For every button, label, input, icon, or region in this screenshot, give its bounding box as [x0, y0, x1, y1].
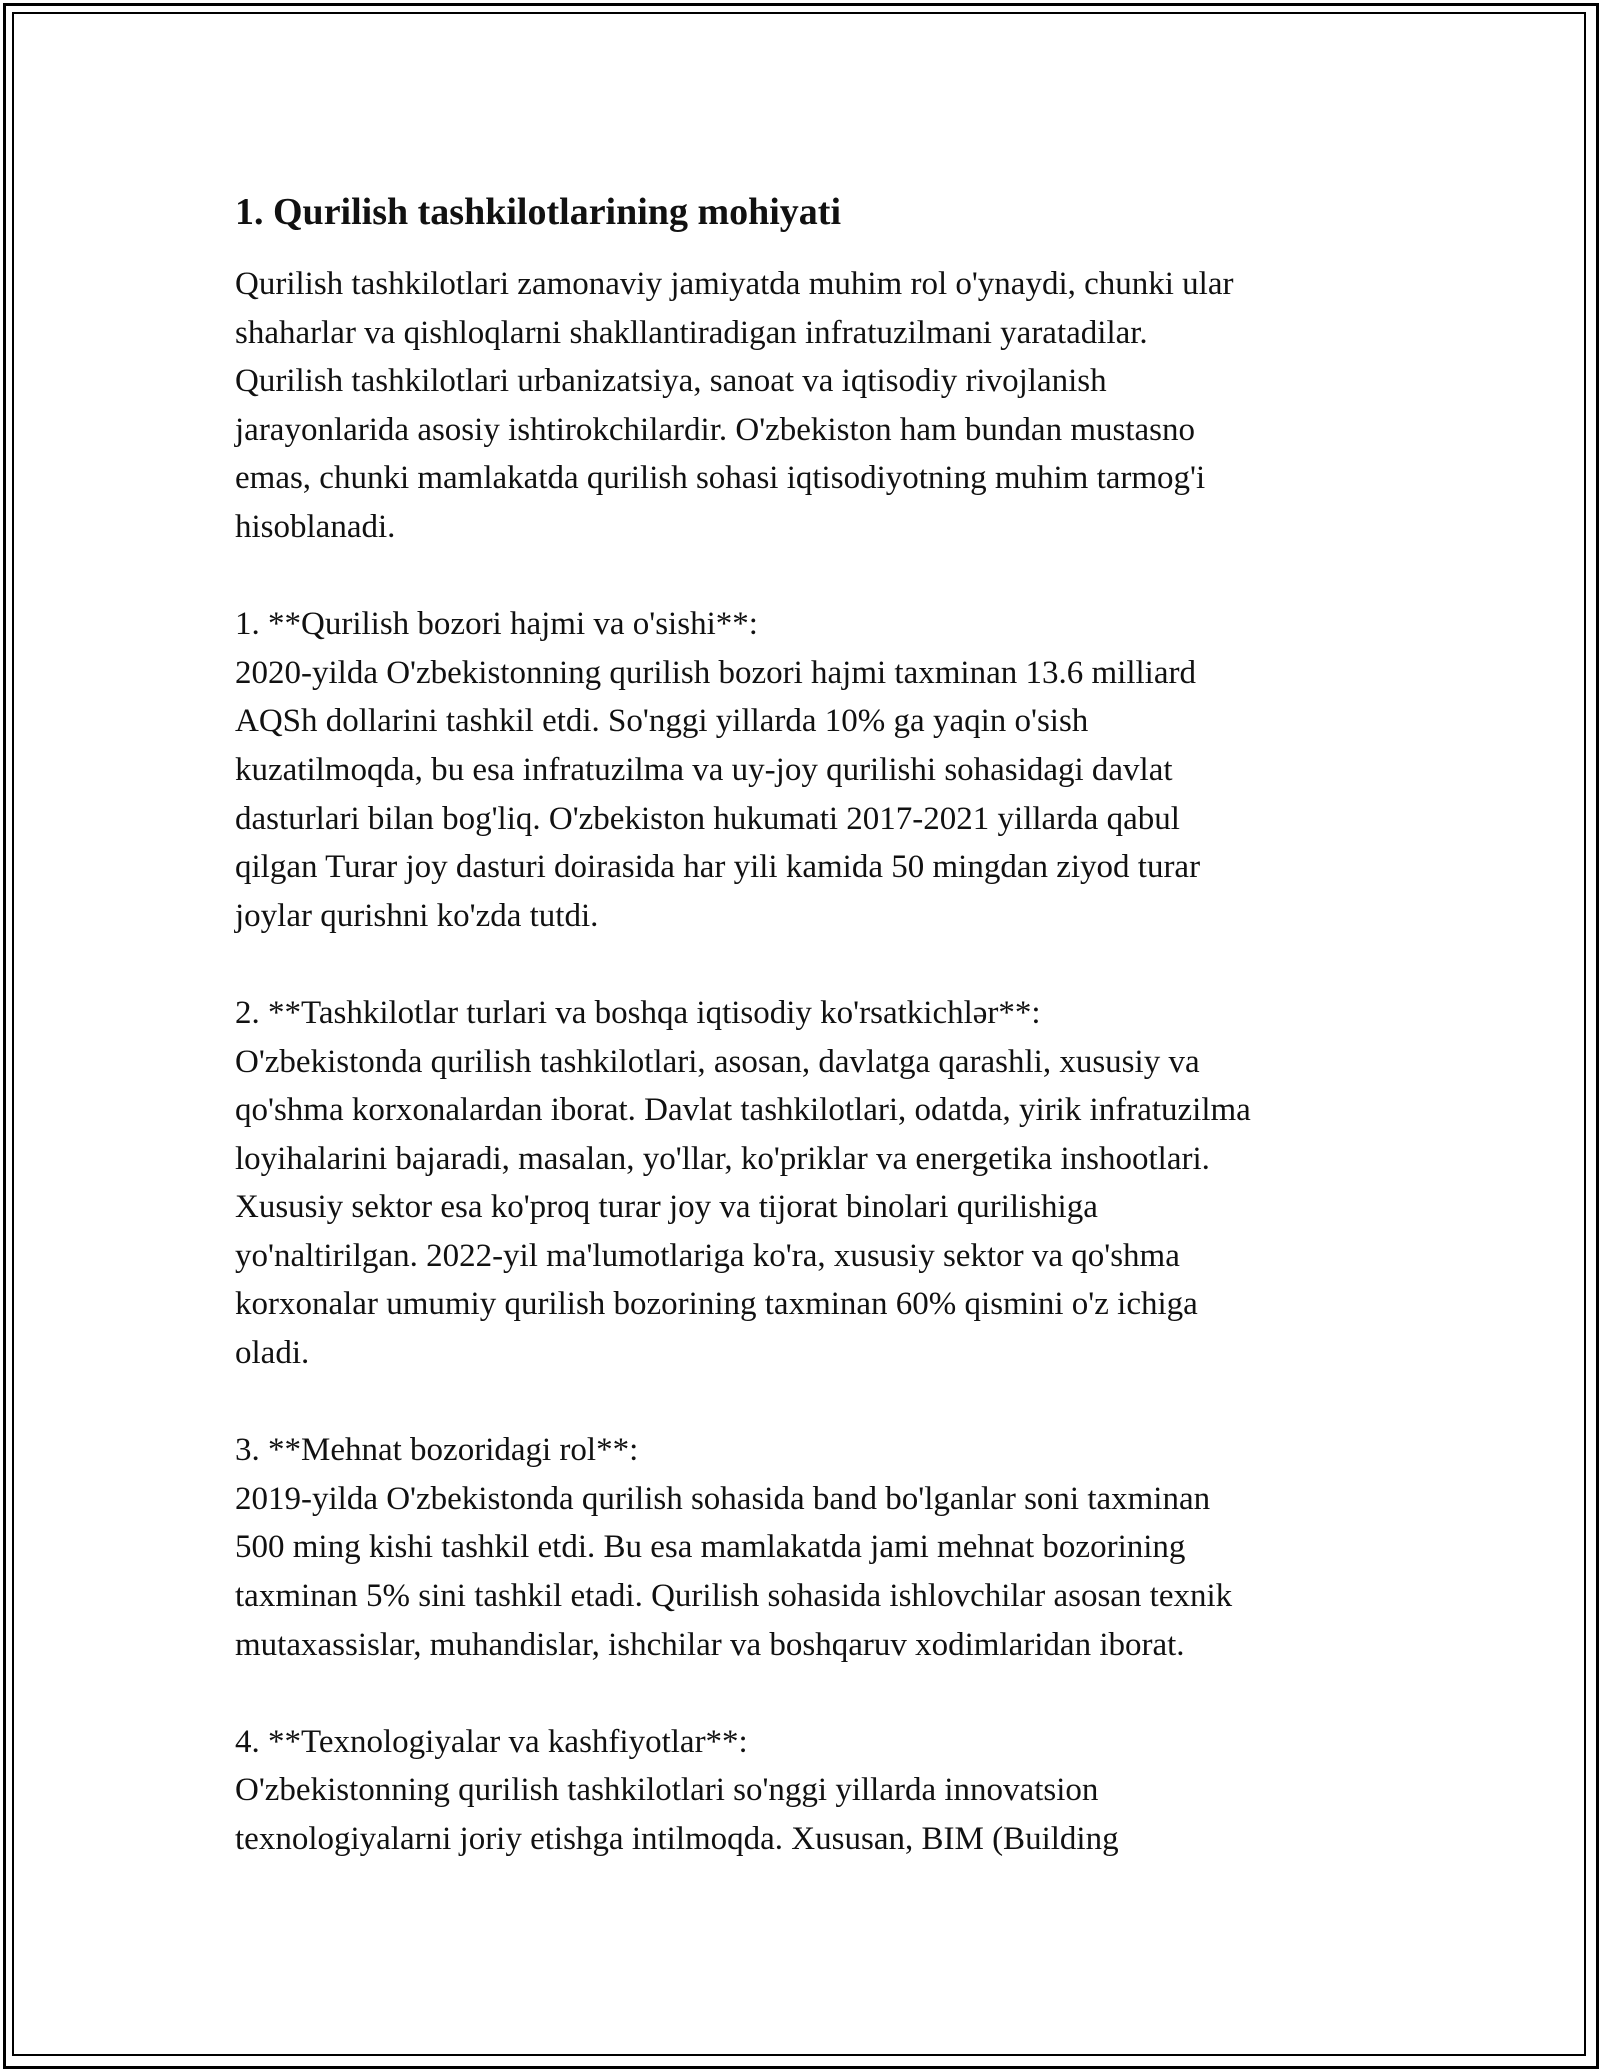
section-body: 2020-yilda O'zbekistonning qurilish bozori hajmi taxminan 13.6 milliard AQSh dollarini tashkil etdi. So'nggi yillarda 10% ga yaqin o'sish kuzatilmoqda, bu esa infratuzilma va uy-joy qurilishi sohasidagi davlat dasturlari bilan bog'liq. O'zbekiston hukumati 2017-2021 yillarda qabul qilgan Turar joy dasturi doirasida har yili kamida 50 mingdan ziyod turar joylar qurishni ko'zda tutdi.: [235, 654, 1201, 934]
section-title: 2. **Tashkilotlar turlari va boshqa iqtisodiy ko'rsatkichlər**:: [235, 994, 1041, 1031]
section-body: 2019-yilda O'zbekistonda qurilish sohasida band bo'lganlar soni taxminan 500 ming kishi tashkil etdi. Bu esa mamlakatda jami mehnat bozorining taxminan 5% sini tashkil etadi. Qurilish sohasida ishlovchilar asosan texnik mutaxassislar, muhandislar, ishchilar va boshqaruv xodimlaridan iborat.: [235, 1480, 1233, 1663]
intro-paragraph: Qurilish tashkilotlari zamonaviy jamiyatda muhim rol o'ynaydi, chunki ular shaharlar va qishloqlarni shakllantiradigan infratuzilmani yaratadilar. Qurilish tashkilotlari urbanizatsiya, sanoat va iqtisodiy rivojlanish jarayonlarida asosiy ishtirokchilardir. O'zbekiston ham bundan mustasno emas, chunki mamlakatda qurilish sohasi iqtisodiyotning muhim tarmog'i hisoblanadi.: [235, 266, 1234, 545]
section-body: O'zbekistonning qurilish tashkilotlari so'nggi yillarda innovatsion texnologiyalarni joriy etishga intilmoqda. Xususan, BIM (Building: [235, 1772, 1119, 1857]
paragraph-gap: [235, 1378, 1375, 1427]
section-title: 4. **Texnologiyalar va kashfiyotlar**:: [235, 1723, 748, 1760]
section-body: O'zbekistonda qurilish tashkilotlari, asosan, davlatga qarashli, xususiy va qo'shma korxonalardan iborat. Davlat tashkilotlari, odatda, yirik infratuzilma loyihalarini bajaradi, masalan, yo'llar, ko'priklar va energetika inshootlari. Xususiy sektor esa ko'proq turar joy va tijorat binolari qurilishiga yo'naltirilgan. 2022-yil ma'lumotlariga ko'ra, xususiy sektor va qo'shma korxonalar umumiy qurilish bozorining taxminan 60% qismini o'z ichiga oladi.: [235, 1043, 1251, 1372]
section-title: 3. **Mehnat bozoridagi rol**:: [235, 1432, 639, 1469]
paragraph-gap: [235, 940, 1375, 989]
paragraph-gap: [235, 552, 1375, 601]
document-body: [235, 186, 1375, 1864]
document-heading: 1. Qurilish tashkilotlarining mohiyati: [235, 191, 841, 233]
section-title: 1. **Qurilish bozori hajmi va o'sishi**:: [235, 606, 758, 643]
paragraph-gap: [235, 1669, 1375, 1718]
